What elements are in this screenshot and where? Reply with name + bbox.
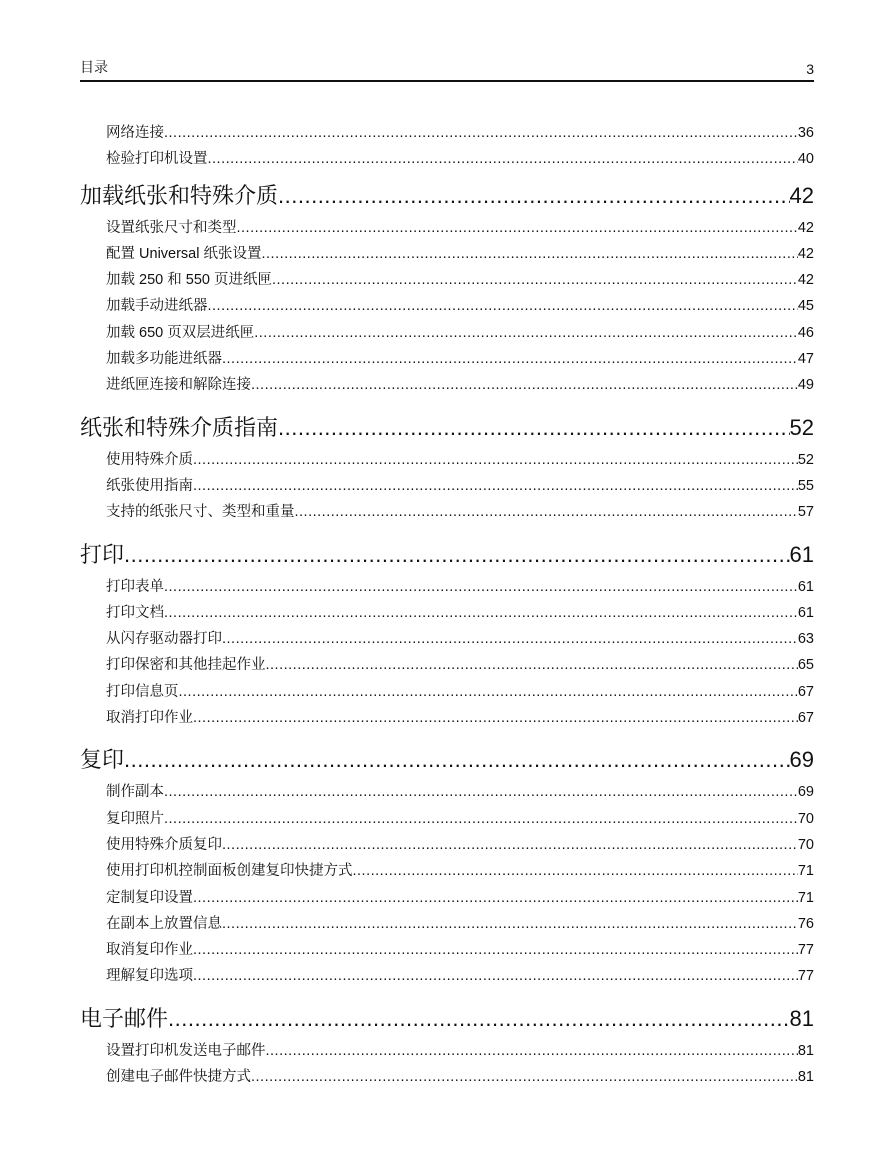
toc-entry[interactable] bbox=[80, 1038, 814, 1064]
toc-entry-page: 45 bbox=[797, 298, 814, 315]
toc-entry-page: 69 bbox=[797, 784, 814, 801]
toc-entry-page: 81 bbox=[797, 1069, 814, 1086]
dot-leader bbox=[278, 177, 790, 215]
toc-entry-title: 取消打印作业 bbox=[106, 710, 193, 727]
dot-leader bbox=[193, 705, 798, 731]
toc-entry-page: 40 bbox=[797, 151, 814, 168]
toc-entry-title: 定制复印设置 bbox=[106, 889, 193, 906]
dot-leader bbox=[193, 963, 798, 989]
toc-entry[interactable] bbox=[80, 293, 814, 319]
toc-entry-title: 使用特殊介质 bbox=[106, 451, 193, 468]
dot-leader bbox=[164, 120, 798, 146]
toc-entry-title: 复印照片 bbox=[106, 810, 164, 827]
toc-entry-title: 支持的纸张尺寸、类型和重量 bbox=[106, 504, 295, 521]
toc-entry[interactable] bbox=[80, 146, 814, 172]
toc-entry-page: 42 bbox=[797, 219, 814, 236]
dot-leader bbox=[179, 679, 798, 705]
dot-leader bbox=[193, 473, 798, 499]
toc-entry-title: 打印信息页 bbox=[106, 683, 179, 700]
toc-entry-title: 加载多功能进纸器 bbox=[106, 351, 222, 368]
dot-leader bbox=[266, 652, 798, 678]
dot-leader bbox=[193, 447, 798, 473]
toc-entry-page: 67 bbox=[797, 683, 814, 700]
dot-leader bbox=[266, 1038, 798, 1064]
dot-leader bbox=[353, 858, 798, 884]
toc-entry[interactable] bbox=[80, 499, 814, 525]
toc-entry-page: 52 bbox=[797, 451, 814, 468]
table-of-contents bbox=[80, 120, 814, 1090]
dot-leader bbox=[168, 1000, 790, 1038]
toc-entry-page: 55 bbox=[797, 477, 814, 494]
toc-entry-page: 67 bbox=[797, 710, 814, 727]
toc-entry[interactable] bbox=[80, 885, 814, 911]
toc-entry-page: 63 bbox=[797, 631, 814, 648]
dot-leader bbox=[208, 146, 798, 172]
toc-entry[interactable] bbox=[80, 1064, 814, 1090]
toc-entry[interactable] bbox=[80, 267, 814, 293]
toc-entry[interactable] bbox=[80, 120, 814, 146]
toc-entry[interactable] bbox=[80, 473, 814, 499]
toc-entry-page: 61 bbox=[797, 604, 814, 621]
toc-entry-title: 纸张使用指南 bbox=[106, 477, 193, 494]
toc-entry-title: 设置打印机发送电子邮件 bbox=[106, 1042, 266, 1059]
page-header bbox=[80, 57, 814, 82]
dot-leader bbox=[222, 832, 798, 858]
dot-leader bbox=[193, 937, 798, 963]
toc-entry-title: 从闪存驱动器打印 bbox=[106, 631, 222, 648]
dot-leader bbox=[251, 1064, 798, 1090]
toc-entry[interactable] bbox=[80, 241, 814, 267]
dot-leader bbox=[272, 267, 798, 293]
dot-leader bbox=[222, 911, 798, 937]
toc-entry-title: 网络连接 bbox=[106, 125, 164, 141]
toc-entry-title: 理解复印选项 bbox=[106, 968, 193, 985]
toc-entry-page: 77 bbox=[797, 968, 814, 985]
page-number: 3 bbox=[806, 61, 814, 77]
toc-entry-page: 81 bbox=[797, 1042, 814, 1059]
toc-entry-title: 制作副本 bbox=[106, 784, 164, 801]
toc-entry[interactable] bbox=[80, 832, 814, 858]
dot-leader bbox=[222, 346, 798, 372]
toc-entry-page: 42 bbox=[797, 272, 814, 289]
dot-leader bbox=[193, 885, 798, 911]
toc-entry-title: 加载 250 和 550 页进纸匣 bbox=[106, 272, 272, 289]
toc-entry[interactable] bbox=[80, 779, 814, 805]
toc-entry-page: 65 bbox=[797, 657, 814, 674]
toc-entry-page: 49 bbox=[797, 377, 814, 394]
toc-entry[interactable] bbox=[80, 626, 814, 652]
toc-entry-title: 打印文档 bbox=[106, 604, 164, 621]
toc-entry-page: 81 bbox=[789, 1005, 814, 1031]
dot-leader bbox=[164, 779, 798, 805]
toc-entry-page: 36 bbox=[797, 125, 814, 141]
toc-entry[interactable] bbox=[80, 911, 814, 937]
toc-entry[interactable] bbox=[80, 447, 814, 473]
toc-entry-title: 在副本上放置信息 bbox=[106, 915, 222, 932]
header-title: 目录 bbox=[80, 59, 108, 75]
toc-entry[interactable] bbox=[80, 705, 814, 731]
toc-entry-title: 加载纸张和特殊介质 bbox=[80, 182, 279, 208]
dot-leader bbox=[164, 806, 798, 832]
toc-entry-title: 使用特殊介质复印 bbox=[106, 836, 222, 853]
toc-section-entry[interactable] bbox=[80, 177, 814, 215]
dot-leader bbox=[295, 499, 798, 525]
dot-leader bbox=[124, 536, 790, 574]
dot-leader bbox=[278, 409, 790, 447]
toc-entry-title: 设置纸张尺寸和类型 bbox=[106, 219, 237, 236]
toc-entry-title: 创建电子邮件快捷方式 bbox=[106, 1069, 251, 1086]
toc-entry-page: 70 bbox=[797, 836, 814, 853]
toc-entry[interactable] bbox=[80, 679, 814, 705]
dot-leader bbox=[164, 574, 798, 600]
toc-entry[interactable] bbox=[80, 346, 814, 372]
toc-entry[interactable] bbox=[80, 574, 814, 600]
toc-entry-title: 取消复印作业 bbox=[106, 942, 193, 959]
dot-leader bbox=[164, 600, 798, 626]
toc-entry-title: 纸张和特殊介质指南 bbox=[80, 414, 279, 440]
toc-section-entry[interactable] bbox=[80, 741, 814, 779]
toc-entry[interactable] bbox=[80, 963, 814, 989]
toc-entry[interactable] bbox=[80, 215, 814, 241]
toc-entry-title: 配置 Universal 纸张设置 bbox=[106, 245, 262, 262]
toc-entry-title: 打印 bbox=[80, 541, 125, 567]
dot-leader bbox=[222, 626, 798, 652]
toc-entry-title: 加载手动进纸器 bbox=[106, 298, 208, 315]
toc-entry[interactable] bbox=[80, 600, 814, 626]
toc-entry-title: 使用打印机控制面板创建复印快捷方式 bbox=[106, 863, 353, 880]
toc-entry-page: 70 bbox=[797, 810, 814, 827]
dot-leader bbox=[237, 215, 798, 241]
toc-entry[interactable] bbox=[80, 320, 814, 346]
toc-entry-page: 42 bbox=[797, 245, 814, 262]
toc-entry-page: 71 bbox=[797, 889, 814, 906]
toc-entry[interactable] bbox=[80, 937, 814, 963]
toc-entry[interactable] bbox=[80, 652, 814, 678]
toc-entry-page: 77 bbox=[797, 942, 814, 959]
toc-entry-title: 复印 bbox=[80, 747, 125, 773]
toc-entry-page: 76 bbox=[797, 915, 814, 932]
dot-leader bbox=[262, 241, 798, 267]
toc-entry[interactable] bbox=[80, 858, 814, 884]
toc-entry-title: 检验打印机设置 bbox=[106, 151, 208, 168]
toc-entry-page: 42 bbox=[789, 182, 814, 208]
toc-entry-title: 进纸匣连接和解除连接 bbox=[106, 377, 251, 394]
toc-entry-title: 加载 650 页双层进纸匣 bbox=[106, 324, 255, 341]
toc-entry-page: 71 bbox=[797, 863, 814, 880]
toc-section-entry[interactable] bbox=[80, 409, 814, 447]
toc-section-entry[interactable] bbox=[80, 1000, 814, 1038]
dot-leader bbox=[208, 293, 798, 319]
toc-entry-page: 69 bbox=[789, 747, 814, 773]
toc-entry-page: 61 bbox=[789, 541, 814, 567]
toc-entry[interactable] bbox=[80, 372, 814, 398]
toc-entry-page: 52 bbox=[789, 414, 814, 440]
toc-entry-title: 电子邮件 bbox=[80, 1005, 169, 1031]
toc-entry-page: 57 bbox=[797, 504, 814, 521]
toc-entry-page: 46 bbox=[797, 324, 814, 341]
dot-leader bbox=[254, 320, 798, 346]
dot-leader bbox=[251, 372, 798, 398]
toc-entry-page: 61 bbox=[797, 578, 814, 595]
toc-entry-page: 47 bbox=[797, 351, 814, 368]
toc-entry-title: 打印表单 bbox=[106, 578, 164, 595]
toc-section-entry[interactable] bbox=[80, 536, 814, 574]
toc-entry[interactable] bbox=[80, 806, 814, 832]
dot-leader bbox=[124, 741, 790, 779]
toc-entry-title: 打印保密和其他挂起作业 bbox=[106, 657, 266, 674]
